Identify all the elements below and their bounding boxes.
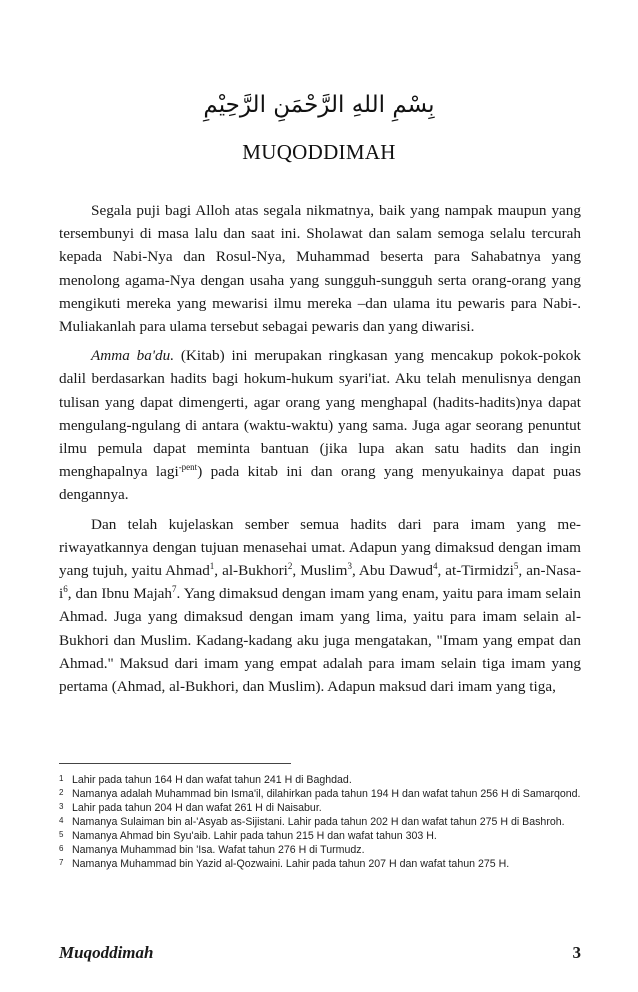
footnote-number: 7 (59, 858, 64, 867)
pent-superscript: -pent (178, 462, 198, 473)
footnote-text: Namanya adalah Muhammad bin Isma'il, dilahirkan pada tahun 194 H dan wafat tahun 256 H di Samarqond. (72, 788, 581, 800)
paragraph-3-text: , Muslim (292, 562, 348, 580)
footnote-number: 5 (59, 830, 64, 839)
paragraph-3 (59, 513, 581, 699)
footnote-ref-5[interactable]: 5 (513, 560, 519, 571)
footnote-3 (59, 801, 581, 815)
footnote-5 (59, 829, 581, 843)
footnote-ref-4[interactable]: 4 (432, 560, 438, 571)
footnote-4 (59, 815, 581, 829)
paragraph-2-text-end: ) pada kitab ini dan orang yang menyukainya dapat puas dengannya. (59, 463, 581, 504)
bismillah-calligraphy: بِسْمِ اللهِ الرَّحْمَنِ الرَّحِيْمِ (203, 92, 435, 118)
footnote-number: 4 (59, 816, 64, 825)
footnote-text: Namanya Muhammad bin Yazid al-Qozwaini. Lahir pada tahun 207 H dan wafat tahun 275 H. (72, 858, 510, 870)
paragraph-3-text: , at-Tirmidzi (437, 562, 514, 580)
footnote-number: 3 (59, 802, 64, 811)
footnote-number: 6 (59, 844, 64, 853)
footnote-divider (59, 763, 291, 764)
footnote-text: Lahir pada tahun 164 H dan wafat tahun 241 H di Baghdad. (72, 774, 352, 786)
paragraph-3-text: . Yang dimaksud dengan imam yang enam, yaitu para imam selain Ahmad. Juga yang dimaksud dengan imam yang lima, yaitu para imam selain al-Bukhori dan Muslim. Kadang-kadang aku juga mengatakan, "Imam yang empat dan Ahmad." Maksud dari imam yang empat adalah para imam selain tiga imam yang pertama (Ahmad, al-Bukhori, dan Muslim). Adapun maksud dari imam yang tiga, (59, 585, 581, 696)
footnote-1 (59, 773, 581, 787)
footnote-6 (59, 843, 581, 857)
paragraph-1 (59, 199, 581, 338)
footnote-number: 2 (59, 788, 64, 797)
footnote-ref-3[interactable]: 3 (347, 560, 352, 571)
footnote-number: 1 (59, 774, 64, 783)
paragraph-3-text: , an-Nasa-i (59, 562, 581, 603)
footnote-ref-7[interactable]: 7 (172, 584, 177, 595)
paragraph-1-text: Segala puji bagi Alloh atas segala nikmatnya, baik yang nampak maupun yang tersembunyi di masa lalu dan saat ini. Sholawat dan salam semoga selalu tercurah kepada Nabi-Nya dan Rosul-Nya, Muhammad beserta para Sahabatnya yang menolong agama-Nya dengan usaha yang sungguh-sungguh serta orang-orang yang mengikuti mereka yang mewarisi ilmu mereka –dan ulama itu pewaris para Nabi-. Muliakanlah para ulama tersebut sebagai pewaris dan yang diwarisi. (59, 202, 581, 336)
footnotes (59, 773, 581, 871)
footnote-text: Namanya Ahmad bin Syu'aib. Lahir pada tahun 215 H dan wafat tahun 303 H. (72, 830, 437, 842)
page-number: 3 (572, 943, 581, 962)
paragraph-2 (59, 344, 581, 506)
paragraph-3-text: , al-Bukhori (214, 562, 288, 580)
footnote-ref-2[interactable]: 2 (287, 560, 293, 571)
paragraph-3-text: , dan Ibnu Majah (67, 585, 172, 603)
running-footer-title: Muqoddimah (59, 943, 154, 962)
page-title: MUQODDIMAH (242, 140, 396, 164)
paragraph-2-text: (Kitab) ini merupakan ringkasan yang mencakup pokok-pokok dalil berdasarkan hadits bagi hokum-hukum syari'iat. Aku telah menulisnya dengan tulisan yang dapat dimengerti, agar orang yang menghapal (hadits-hadits)nya dapat mengulang-ngulang di antara (waktu-waktu) yang sama. Juga agar seorang penuntut ilmu pemula dapat meminta bantuan (jika lupa akan satu hadits dan ingin menghapalnya lagi (59, 347, 581, 481)
footnote-ref-6[interactable]: 6 (63, 584, 68, 595)
footnote-ref-1[interactable]: 1 (209, 560, 215, 571)
footnote-text: Namanya Sulaiman bin al-'Asyab as-Sijistani. Lahir pada tahun 202 H dan wafat tahun 275 H di Bashroh. (72, 816, 565, 828)
footnote-7 (59, 857, 581, 871)
footnote-2 (59, 787, 581, 801)
footnote-text: Lahir pada tahun 204 H dan wafat 261 H di Naisabur. (72, 802, 322, 814)
paragraph-3-text: Dan telah kujelaskan sember semua hadits dari para imam yang me-riwayatkannya dengan tujuan menasehai umat. Adapun yang dimaksud dengan imam yang tujuh, yaitu Ahmad (59, 515, 581, 580)
body-text (59, 199, 581, 704)
paragraph-3-text: , Abu Dawud (351, 562, 433, 580)
amma-badu-italic: Amma ba'du. (91, 347, 175, 365)
footnote-text: Namanya Muhammad bin 'Isa. Wafat tahun 276 H di Turmudz. (72, 844, 365, 856)
